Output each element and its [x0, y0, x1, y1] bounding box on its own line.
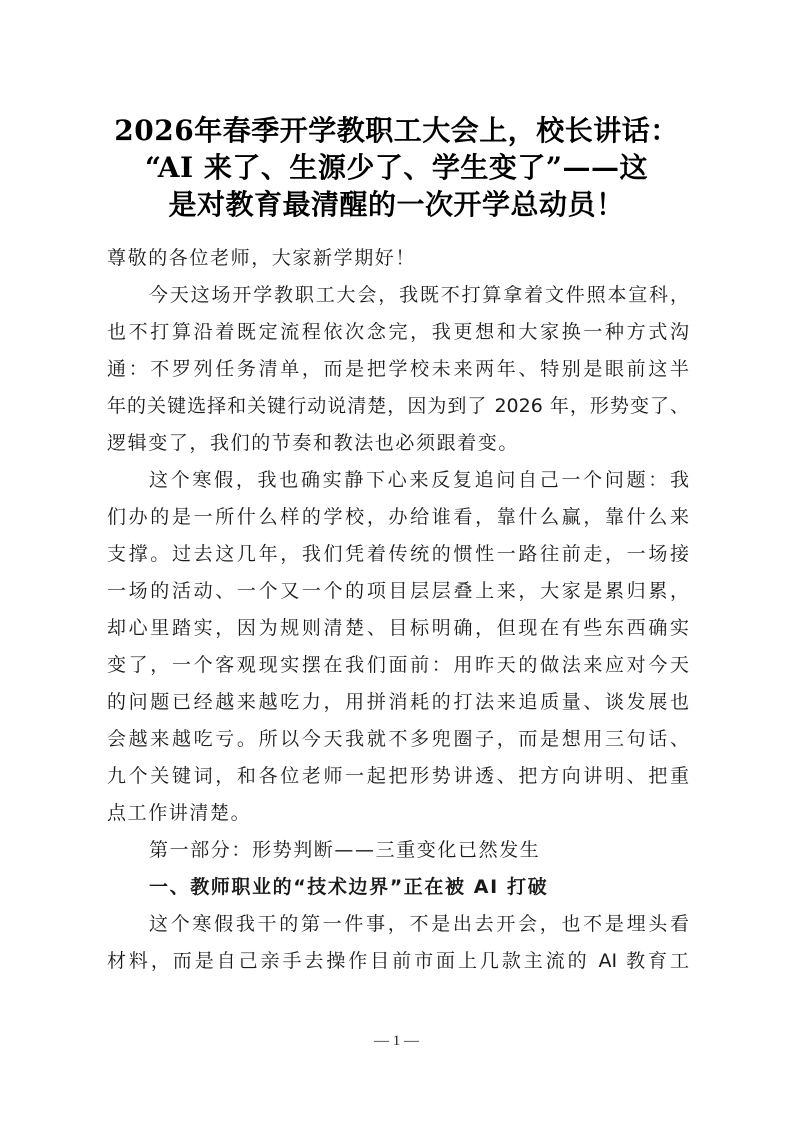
body-text-line: 第一部分：形势判断——三重变化已然发生: [149, 839, 541, 861]
body-text-line: 今天这场开学教职工大会，我既不打算拿着文件照本宣科，: [149, 284, 689, 306]
title-line-1: 2026年春季开学教职工大会上，校长讲话：: [114, 114, 679, 147]
document-title: [100, 112, 693, 223]
body-text-line: 材料，而是自己亲手去操作目前市面上几款主流的 AI 教育工: [107, 950, 689, 972]
body-text-line: 的问题已经越来越吃力，用拼消耗的打法来追质量、谈发展也: [107, 691, 689, 713]
body-text-line: 这个寒假我干的第一件事，不是出去开会，也不是埋头看: [149, 913, 689, 935]
title-line-2: “AI 来了、生源少了、学生变了”——这: [145, 151, 648, 184]
body-text-line: 也不打算沿着既定流程依次念完，我更想和大家换一种方式沟: [107, 321, 689, 343]
body-text-line: 尊敬的各位老师，大家新学期好！: [107, 247, 417, 269]
body-text-line: 会越来越吃亏。所以今天我就不多兜圈子，而是想用三句话、: [107, 728, 689, 750]
document-body: [107, 240, 689, 980]
body-text-line: 逻辑变了，我们的节奏和教法也必须跟着变。: [107, 432, 520, 454]
body-text-line: 却心里踏实，因为规则清楚、目标明确，但现在有些东西确实: [107, 617, 689, 639]
page-number: — 1 —: [374, 1033, 419, 1049]
body-text-line: 一场的活动、一个又一个的项目层层叠上来，大家是累归累，: [107, 580, 689, 602]
body-text-line: 点工作讲清楚。: [107, 802, 252, 824]
body-text-line: 这个寒假，我也确实静下心来反复追问自己一个问题：我: [149, 469, 689, 491]
body-text-line: 九个关键词，和各位老师一起把形势讲透、把方向讲明、把重: [107, 765, 689, 787]
body-text-line: 支撑。过去这几年，我们凭着传统的惯性一路往前走，一场接: [107, 543, 689, 565]
body-text-line: 年的关键选择和关键行动说清楚，因为到了 2026 年，形势变了、: [107, 395, 689, 417]
title-line-3: 是对教育最清醒的一次开学总动员！: [168, 188, 625, 221]
body-text-line: 们办的是一所什么样的学校，办给谁看，靠什么赢，靠什么来: [107, 506, 689, 528]
section-heading-line: 一、教师职业的“技术边界”正在被 AI 打破: [149, 876, 549, 898]
body-text-line: 通：不罗列任务清单，而是把学校未来两年、特别是眼前这半: [107, 358, 689, 380]
body-text-line: 变了，一个客观现实摆在我们面前：用昨天的做法来应对今天: [107, 654, 689, 676]
